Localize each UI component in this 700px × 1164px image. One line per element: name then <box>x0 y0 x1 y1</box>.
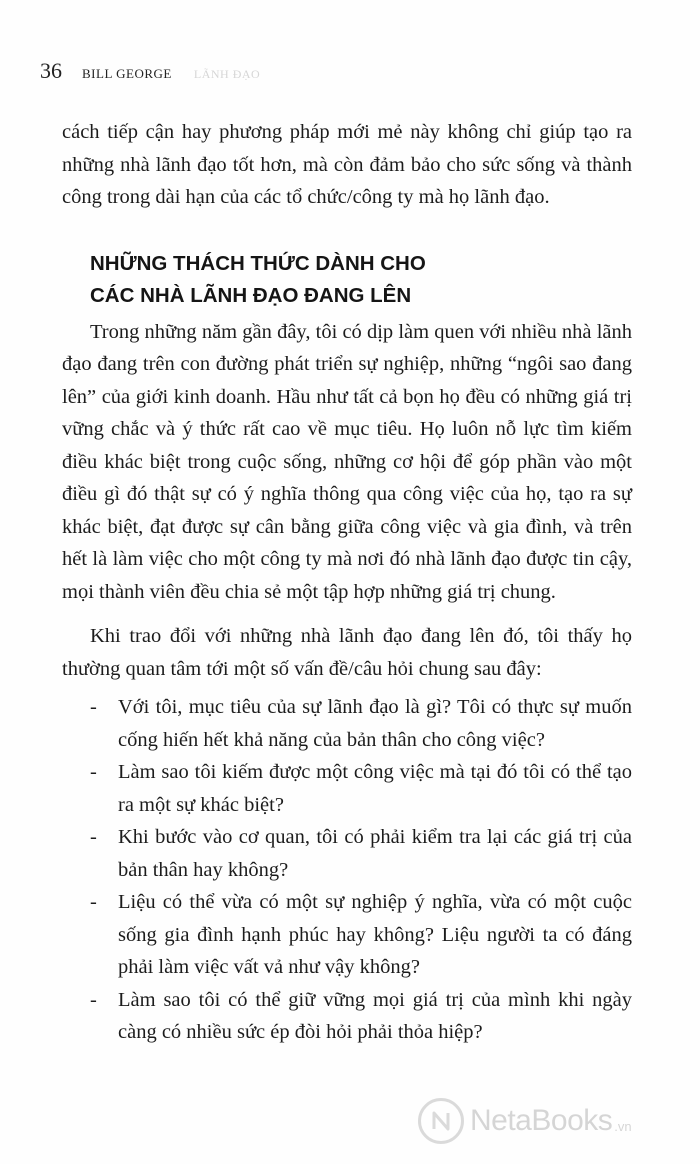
list-dash: - <box>90 826 97 848</box>
page-number: 36 <box>40 58 62 83</box>
list-item <box>62 691 632 756</box>
section-heading <box>90 248 632 312</box>
netabooks-logo-icon <box>418 1098 464 1144</box>
list-item-text: Làm sao tôi có thể giữ vững mọi giá trị của mình khi ngày càng có nhiều sức ép đòi hỏi phải thỏa hiệp? <box>118 988 632 1043</box>
list-item <box>62 886 632 984</box>
paragraph-rising-stars: Trong những năm gần đây, tôi có dịp làm quen với nhiều nhà lãnh đạo đang trên con đường phát triển sự nghiệp, những “ngôi sao đang lên” của giới kinh doanh. Hầu như tất cả bọn họ đều có những giá trị vững chắc và ý thức rất cao về mục tiêu. Họ luôn nỗ lực tìm kiếm điều khác biệt trong cuộc sống, những cơ hội để góp phần vào một điều gì đó thật sự có ý nghĩa thông qua công việc của họ, tạo ra sự khác biệt, đạt được sự cân bằng giữa công việc và gia đình, và trên hết là làm việc cho một công ty mà nơi đó nhà lãnh đạo được tin cậy, mọi thành viên đều chia sẻ một tập hợp những giá trị chung. <box>62 320 632 603</box>
show-through-text: LÃNH ĐẠO <box>193 67 261 81</box>
list-item <box>62 821 632 886</box>
section-heading-line-1: NHỮNG THÁCH THỨC DÀNH CHO <box>90 251 426 275</box>
question-list <box>62 691 632 1049</box>
section-heading-line-2: CÁC NHÀ LÃNH ĐẠO ĐANG LÊN <box>90 283 412 307</box>
watermark-brand: NetaBooks <box>470 1104 613 1137</box>
page-body <box>62 116 632 1049</box>
list-dash: - <box>90 696 97 718</box>
paragraph-continuation: cách tiếp cận hay phương pháp mới mẻ này không chỉ giúp tạo ra những nhà lãnh đạo tốt hơn, mà còn đảm bảo cho sức sống và thành công trong dài hạn của các tổ chức/công ty mà họ lãnh đạo. <box>62 121 632 208</box>
page-header <box>40 58 260 84</box>
paragraph-common-questions-intro: Khi trao đổi với những nhà lãnh đạo đang lên đó, tôi thấy họ thường quan tâm tới một số vấn đề/câu hỏi chung sau đây: <box>62 625 632 680</box>
list-dash: - <box>90 761 97 783</box>
list-dash: - <box>90 891 97 913</box>
list-item-text: Khi bước vào cơ quan, tôi có phải kiểm tra lại các giá trị của bản thân hay không? <box>118 826 632 881</box>
list-item-text: Liệu có thể vừa có một sự nghiệp ý nghĩa, vừa có một cuộc sống gia đình hạnh phúc hay không? Liệu người ta có đáng phải làm việc vất vả như vậy không? <box>118 891 632 978</box>
list-item <box>62 984 632 1049</box>
list-item-text: Làm sao tôi kiếm được một công việc mà tại đó tôi có thể tạo ra một sự khác biệt? <box>118 761 632 816</box>
list-item-text: Với tôi, mục tiêu của sự lãnh đạo là gì? Tôi có thực sự muốn cống hiến hết khả năng của bản thân cho công việc? <box>118 696 632 751</box>
running-head-author: BILL GEORGE <box>82 66 172 81</box>
watermark <box>418 1098 632 1144</box>
list-item <box>62 756 632 821</box>
list-dash: - <box>90 988 97 1011</box>
watermark-domain: .vn <box>614 1118 632 1134</box>
